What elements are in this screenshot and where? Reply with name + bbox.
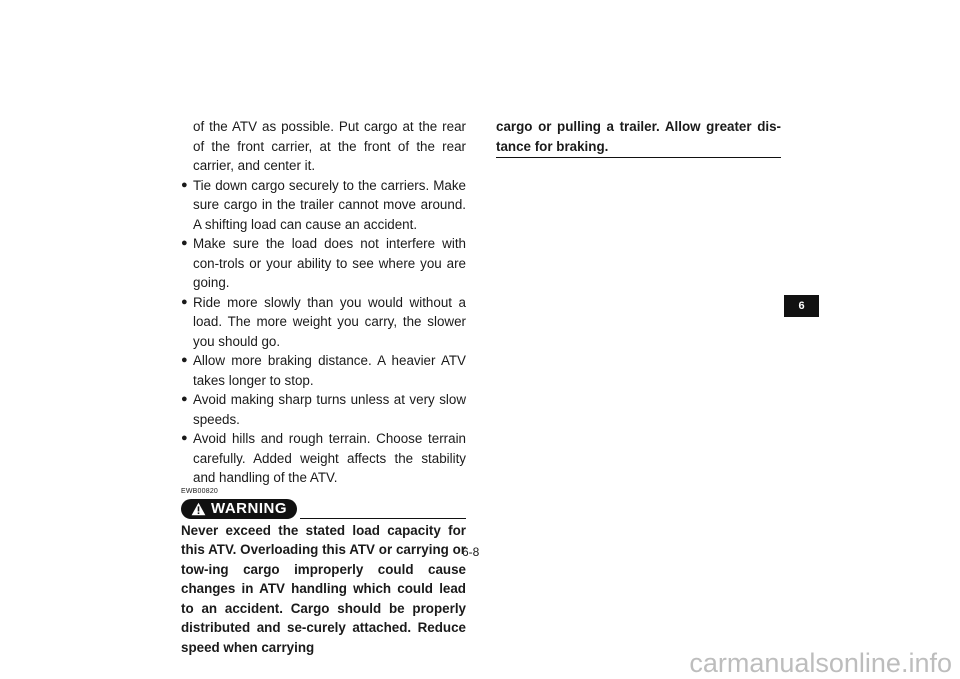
- intro-paragraph: of the ATV as possible. Put cargo at the rear of the front carrier, at the front of the rear carrier, and center it.: [193, 119, 466, 173]
- bullet-icon: ●: [181, 295, 188, 308]
- bullet-icon: ●: [181, 237, 188, 249]
- list-item-text: Make sure the load does not interfere with con-trols or your ability to see where you are going.: [193, 236, 466, 290]
- list-item-text: Avoid hills and rough terrain. Choose terrain carefully. Added weight affects the stability and handling of the ATV.: [193, 431, 466, 485]
- warning-header: [181, 497, 466, 519]
- warning-triangle-icon: [191, 502, 206, 516]
- bullet-icon: ●: [181, 432, 188, 444]
- chapter-tab: 6: [784, 295, 819, 317]
- list-item: [181, 390, 466, 429]
- right-column-warning-continued: cargo or pulling a trailer. Allow greater dis-tance for braking.: [496, 117, 781, 158]
- page-number: 6-8: [462, 545, 480, 559]
- list-item: [181, 234, 466, 293]
- list-item: [181, 429, 466, 488]
- bullet-icon: ●: [181, 178, 188, 191]
- list-item: [181, 293, 466, 352]
- warning-divider: [300, 518, 466, 519]
- list-item-text: Ride more slowly than you would without a load. The more weight you carry, the slower you should go.: [193, 294, 466, 349]
- bullet-icon: ●: [181, 393, 188, 405]
- warning-text: Never exceed the stated load capacity for this ATV. Overloading this ATV or carrying or tow-ing cargo improperly could cause changes in ATV handling which could lead to an accident. Cargo should be properly distributed and se-curely attached. Reduce speed when carrying: [181, 522, 466, 655]
- bullet-list: [181, 176, 466, 488]
- warning-badge: [181, 499, 297, 519]
- list-item-text: Tie down cargo securely to the carriers. Make sure cargo in the trailer cannot move around. A shifting load can cause an accident.: [193, 177, 466, 232]
- list-item-text: Avoid making sharp turns unless at very slow speeds.: [193, 392, 466, 427]
- list-item: [181, 351, 466, 390]
- watermark: carmanualsonline.info: [689, 648, 952, 678]
- list-item: [181, 176, 466, 235]
- list-item-text: Allow more braking distance. A heavier ATV takes longer to stop.: [193, 353, 466, 388]
- left-column: [181, 117, 466, 657]
- warning-label: WARNING: [211, 499, 287, 517]
- warning-code: EWB00820: [181, 487, 219, 495]
- bullet-icon: ●: [181, 354, 188, 366]
